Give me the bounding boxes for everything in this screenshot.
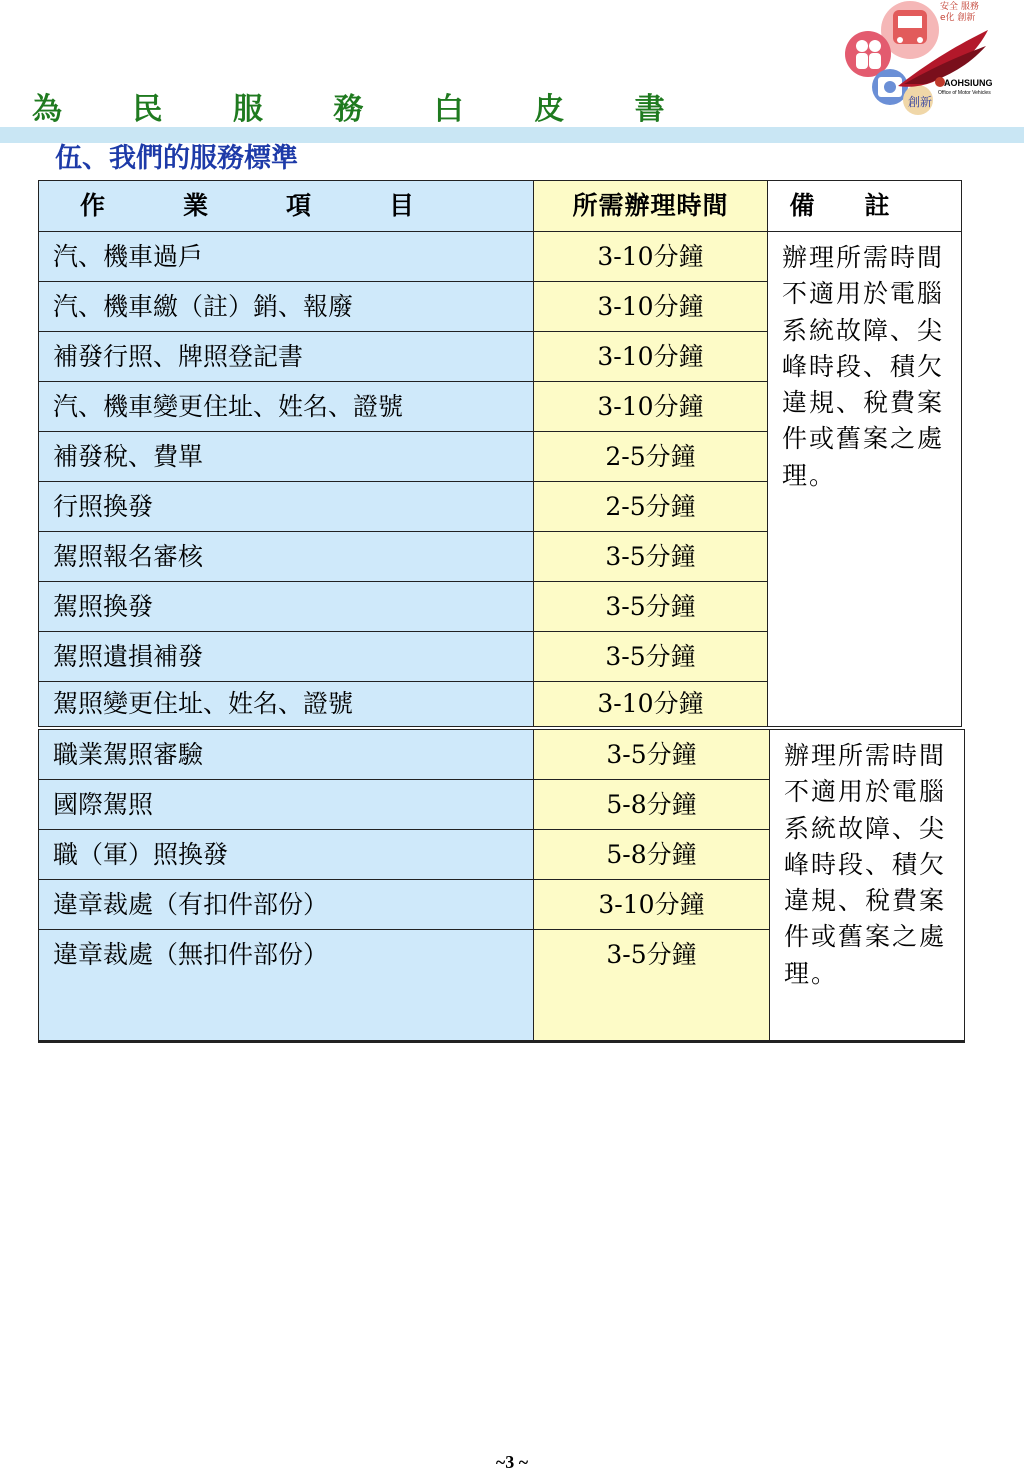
note-cell: 辦理所需時間不適用於電腦系統故障、尖峰時段、積欠違規、稅費案件或舊案之處理。 (768, 232, 962, 727)
time-cell: 3-10分鐘 (534, 282, 768, 332)
item-cell: 補發稅、費單 (39, 432, 534, 482)
badge-text: 創新 (908, 95, 933, 109)
item-cell: 職業駕照審驗 (39, 730, 534, 780)
time-cell: 3-10分鐘 (534, 880, 770, 930)
motor-vehicles-office-logo (838, 0, 1024, 118)
time-cell: 2-5分鐘 (534, 432, 768, 482)
time-cell: 3-5分鐘 (534, 730, 770, 780)
header-time: 所需辦理時間 (534, 181, 768, 232)
time-cell: 3-10分鐘 (534, 332, 768, 382)
time-cell: 3-10分鐘 (534, 232, 768, 282)
service-standards-table-continued (38, 729, 965, 1043)
time-cell: 5-8分鐘 (534, 830, 770, 880)
item-cell: 駕照換發 (39, 582, 534, 632)
time-cell: 3-10分鐘 (534, 382, 768, 432)
logo-org-name: AOHSIUNG (944, 78, 993, 88)
time-cell: 5-8分鐘 (534, 780, 770, 830)
item-cell: 駕照遺損補發 (39, 632, 534, 682)
document-title: 為 民 服 務 白 皮 書 (32, 92, 695, 127)
logo-tagline-1: 安全 服務 (940, 2, 979, 12)
time-cell: 3-5分鐘 (534, 532, 768, 582)
item-cell: 補發行照、牌照登記書 (39, 332, 534, 382)
time-cell: 3-5分鐘 (534, 632, 768, 682)
item-cell: 國際駕照 (39, 780, 534, 830)
item-cell: 駕照變更住址、姓名、證號 (39, 682, 534, 727)
service-standards-table (38, 180, 962, 727)
item-cell: 汽、機車繳（註）銷、報廢 (39, 282, 534, 332)
item-cell: 汽、機車過戶 (39, 232, 534, 282)
note-cell: 辦理所需時間不適用於電腦系統故障、尖峰時段、積欠違規、稅費案件或舊案之處理。 (770, 730, 965, 1042)
logo-tagline-2: e化 創新 (940, 13, 976, 23)
time-cell: 3-5分鐘 (534, 930, 770, 1042)
header-item: 作業項目 (39, 181, 534, 232)
table-header-row (39, 181, 962, 232)
page-number: ~3 ~ (495, 1452, 529, 1472)
logo-org-subname: Office of Motor Vehicles (938, 90, 991, 96)
section-title: 伍、我們的服務標準 (55, 143, 298, 174)
time-cell: 2-5分鐘 (534, 482, 768, 532)
item-cell: 汽、機車變更住址、姓名、證號 (39, 382, 534, 432)
item-cell: 違章裁處（無扣件部份） (39, 930, 534, 1042)
header-note: 備註 (768, 181, 962, 232)
item-cell: 駕照報名審核 (39, 532, 534, 582)
item-cell: 違章裁處（有扣件部份） (39, 880, 534, 930)
table-row (39, 232, 962, 282)
table-row (39, 730, 965, 780)
time-cell: 3-5分鐘 (534, 582, 768, 632)
item-cell: 職（軍）照換發 (39, 830, 534, 880)
item-cell: 行照換發 (39, 482, 534, 532)
time-cell: 3-10分鐘 (534, 682, 768, 727)
